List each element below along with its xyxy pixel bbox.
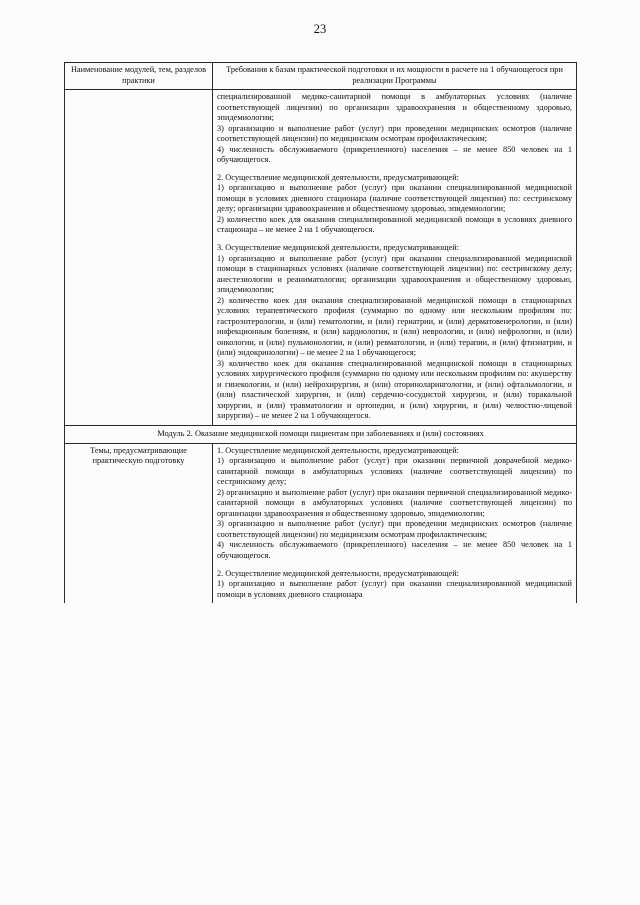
table-cell-topic-name: Темы, предусматривающие практическую подготовку <box>65 443 213 603</box>
requirement-paragraph: 1) организацию и выполнение работ (услуг) при оказании специализированной медицинской помощи в условиях дневного стационара (наличие соответствующей лицензии) по: сестринскому делу; организации здравоохранения и общественному здоровью, эпидемиологии; <box>217 183 572 214</box>
requirement-paragraph: 1) организацию и выполнение работ (услуг) при оказании специализированной медицинской помощи в условиях дневного стационара <box>217 579 572 599</box>
requirement-paragraph: 1. Осуществление медицинской деятельности, предусматривающей: <box>217 445 459 455</box>
table-row <box>65 90 577 426</box>
requirement-paragraph: 2) количество коек для оказания специализированной медицинской помощи в стационарных условиях терапевтического профиля (суммарно по одному или нескольким профилям по: гастроэнтерологии, и (или) гематологии, и (или) гериатрии, и (или) дерматовенерологии, и (или) инфекционным болезням, и (или) кардиологии, и (или) неврологии, и (или) нефрологии, и (или) онкологии, и (или) пульмонологии, и (или) ревматологии, и (или) терапии, и (или) фтизиатрии, и (или) эндокринологии) – не менее 2 на 1 обучающегося; <box>217 295 572 358</box>
requirement-paragraph: 1) организацию и выполнение работ (услуг) при оказании первичной доврачебной медико-санитарной помощи в амбулаторных условиях (наличие соответствующей лицензии) по сестринскому делу; <box>217 456 572 487</box>
table-header-cell-requirements: Требования к базам практической подготовки и их мощности в расчете на 1 обучающегося при реализации Программы <box>213 63 577 90</box>
requirement-paragraph: 3) организацию и выполнение работ (услуг) при проведении медицинских осмотров (наличие соответствующей лицензии) по медицинским осмотрам профилактическим; <box>217 519 572 539</box>
table-header-row <box>65 63 577 90</box>
requirement-paragraph: 2) организацию и выполнение работ (услуг) при оказании первичной специализированной медико-санитарной помощи в амбулаторных условиях (наличие соответствующей лицензии) по организации здравоохранения и общественному здоровью, эпидемиологии; <box>217 487 572 518</box>
table-header-cell-modules: Наименование модулей, тем, разделов практики <box>65 63 213 90</box>
requirement-paragraph: 3) организацию и выполнение работ (услуг) при проведении медицинских осмотров (наличие соответствующей лицензии) по медицинским осмотрам профилактическим; <box>217 123 572 144</box>
table-row <box>65 443 577 603</box>
requirement-paragraph: 3) количество коек для оказания специализированной медицинской помощи в стационарных условиях хирургического профиля (суммарно по одному или нескольким профилям по: акушерству и гинекологии, и (или) нейрохирургии, и (или) оториноларингологии, и (или) офтальмологии, и (или) пластической хирургии, и (или) сердечно-сосудистой хирургии, и (или) торакальной хирургии, и (или) травматологии и ортопедии, и (или) хирургии, и (или) челюстно-лицевой хирургии) – не менее 2 на 1 обучающегося. <box>217 358 572 421</box>
table-cell-requirements <box>213 443 577 603</box>
requirement-paragraph: 2) количество коек для оказания специализированной медицинской помощи в условиях дневного стационара – не менее 2 на 1 обучающегося. <box>217 214 572 235</box>
page-number: 23 <box>313 22 327 36</box>
table-section-row <box>65 426 577 444</box>
table-cell-module-name <box>65 90 213 426</box>
requirements-table <box>64 62 577 603</box>
table-cell-requirements <box>213 90 577 426</box>
requirement-paragraph: 4) численность обслуживаемого (прикрепленного) населения – не менее 850 человек на 1 обучающегося. <box>217 540 572 560</box>
requirement-paragraph: 3. Осуществление медицинской деятельности, предусматривающей: <box>217 242 459 252</box>
requirement-paragraph: 1) организацию и выполнение работ (услуг) при оказании специализированной медицинской помощи в стационарных условиях (наличие соответствующей лицензии) по: сестринскому делу; анестезиологии и реаниматологии; организации здравоохранения и общественному здоровью, эпидемиологии; <box>217 253 572 295</box>
requirement-paragraph: 2. Осуществление медицинской деятельности, предусматривающей: <box>217 172 459 182</box>
module-section-title: Модуль 2. Оказание медицинской помощи пациентам при заболеваниях и (или) состояниях <box>65 426 577 444</box>
requirement-paragraph: специализированной медико-санитарной помощи в амбулаторных условиях (наличие соответствующей лицензии) по организации здравоохранения и общественному здоровью, эпидемиологии; <box>217 92 572 123</box>
requirement-paragraph: 2. Осуществление медицинской деятельности, предусматривающей: <box>217 568 459 578</box>
requirement-paragraph: 4) численность обслуживаемого (прикрепленного) населения – не менее 850 человек на 1 обучающегося. <box>217 144 572 165</box>
